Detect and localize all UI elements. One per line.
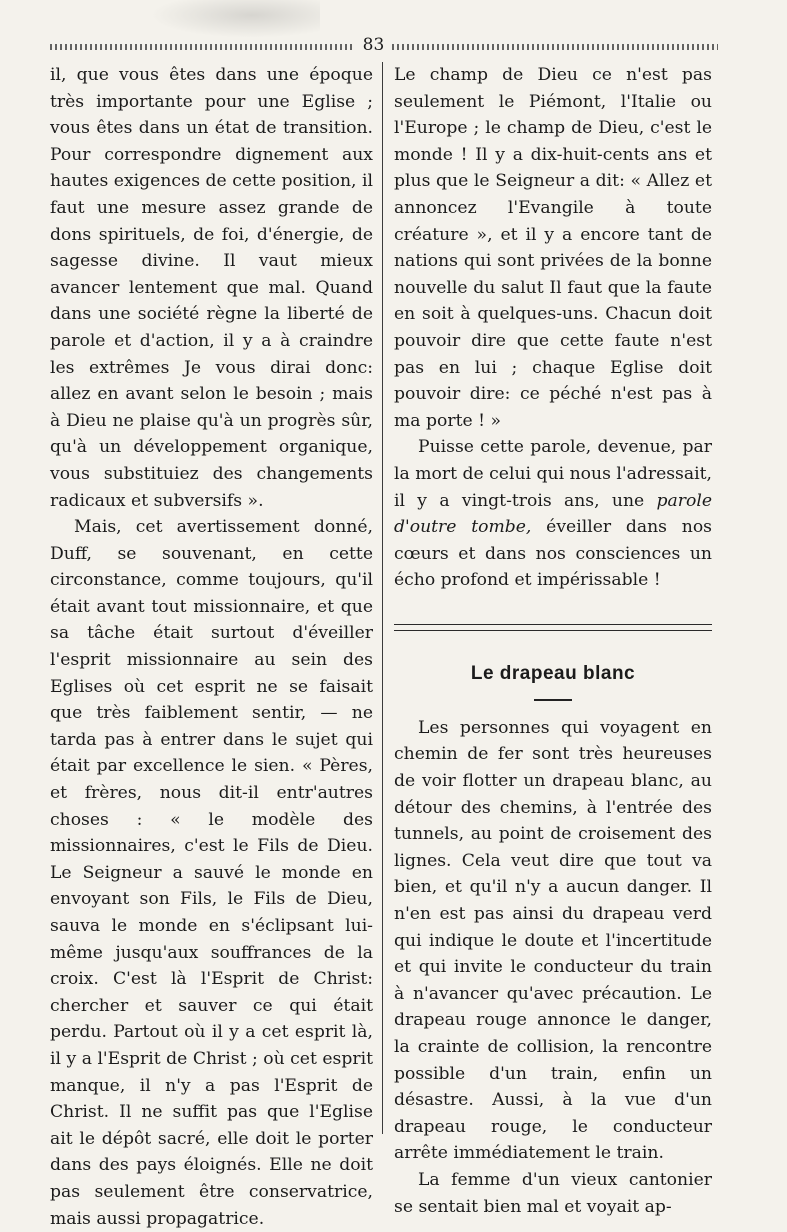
left-column	[50, 62, 373, 1232]
italic-phrase: parole d'outre tombe,	[394, 490, 712, 538]
article-title: Le drapeau blanc	[470, 662, 636, 684]
page-number: 83	[362, 35, 385, 55]
paragraph: La femme d'un vieux cantonier se sentait bien mal et voyait ap-	[394, 1169, 712, 1217]
right-column	[394, 62, 712, 1220]
paragraph-text: éveiller dans nos cœurs et dans nos consciences un écho profond et impérissable !	[394, 517, 713, 591]
paragraph-text: Puisse cette parole, devenue, par la mort de celui qui nous l'adressait, il y a vingt-trois ans, une	[394, 437, 712, 511]
title-rule	[534, 699, 572, 701]
section-separator	[394, 624, 712, 631]
header-ornament-left	[50, 44, 355, 50]
paragraph: il, que vous êtes dans une époque très importante pour une Eglise ; vous êtes dans un état de transition. Pour correspondre dignement aux hautes exigences de cette position, il faut une mesure assez grande de dons spirituels, de foi, d'énergie, de sagesse divine. Il vaut mieux avancer lentement que mal. Quand dans une société règne la liberté de parole et d'action, il y a à craindre les extrêmes Je vous dirai donc: allez en avant selon le besoin ; mais à Dieu ne plaise qu'à un progrès sûr, qu'à un développement organique, vous substituiez des changements radicaux et subversifs ».	[50, 65, 373, 511]
paragraph: Mais, cet avertissement donné, Duff, se souvenant, en cette circonstance, comme toujours, qu'il était avant tout missionnaire, et que sa tâche était surtout d'éveiller l'esprit missionnaire au sein des Eglises où cet esprit ne se faisait que très faiblement sentir, — ne tarda pas à entrer dans le sujet qui était par excellence le sien. « Pères, et frères, nous dit-il entr'autres choses : « le modèle des missionnaires, c'est le Fils de Dieu. Le Seigneur a sauvé le monde en envoyant son Fils, le Fils de Dieu, sauva le monde en s'éclipsant lui-même jusqu'aux souffrances de la croix. C'est là l'Esprit de Christ: chercher et sauver ce qui était perdu. Partout où il y a cet esprit là, il y a l'Esprit de Christ ; où cet esprit manque, il n'y a pas l'Esprit de Christ. Il ne suffit pas que l'Eglise ait le dépôt sacré, elle doit le porter dans des pays éloignés. Elle ne doit pas seulement être conservatrice, mais aussi propagatrice.	[50, 517, 373, 1229]
paragraph	[394, 434, 712, 594]
header-ornament-right	[392, 44, 718, 50]
paragraph: Le champ de Dieu ce n'est pas seulement le Piémont, l'Italie ou l'Europe ; le champ de Dieu, c'est le monde ! Il y a dix-huit-cents ans et plus que le Seigneur a dit: « Allez et annoncez l'Evangile à toute créature », et il y a encore tant de nations qui sont privées de la bonne nouvelle du salut Il faut que la faute en soit à quelques-uns. Chacun doit pouvoir dire que cette faute n'est pas en lui ; chaque Eglise doit pouvoir dire: ce péché n'est pas à ma porte ! »	[394, 65, 712, 431]
page-header	[50, 30, 718, 60]
paragraph: Les personnes qui voyagent en chemin de fer sont très heureuses de voir flotter un drapeau blanc, au détour des chemins, à l'entrée des tunnels, au point de croisement des lignes. Cela veut dire que tout va bien, et qu'il n'y a aucun danger. Il n'en est pas ainsi du drapeau verd qui indique le doute et l'incertitude et qui invite le conducteur du train à n'avancer qu'avec précaution. Le drapeau rouge annonce le danger, la crainte de collision, la rencontre possible d'un train, enfin un désastre. Aussi, à la vue d'un drapeau rouge, le conducteur arrête immédiatement le train.	[394, 717, 712, 1164]
column-divider	[382, 62, 383, 1134]
